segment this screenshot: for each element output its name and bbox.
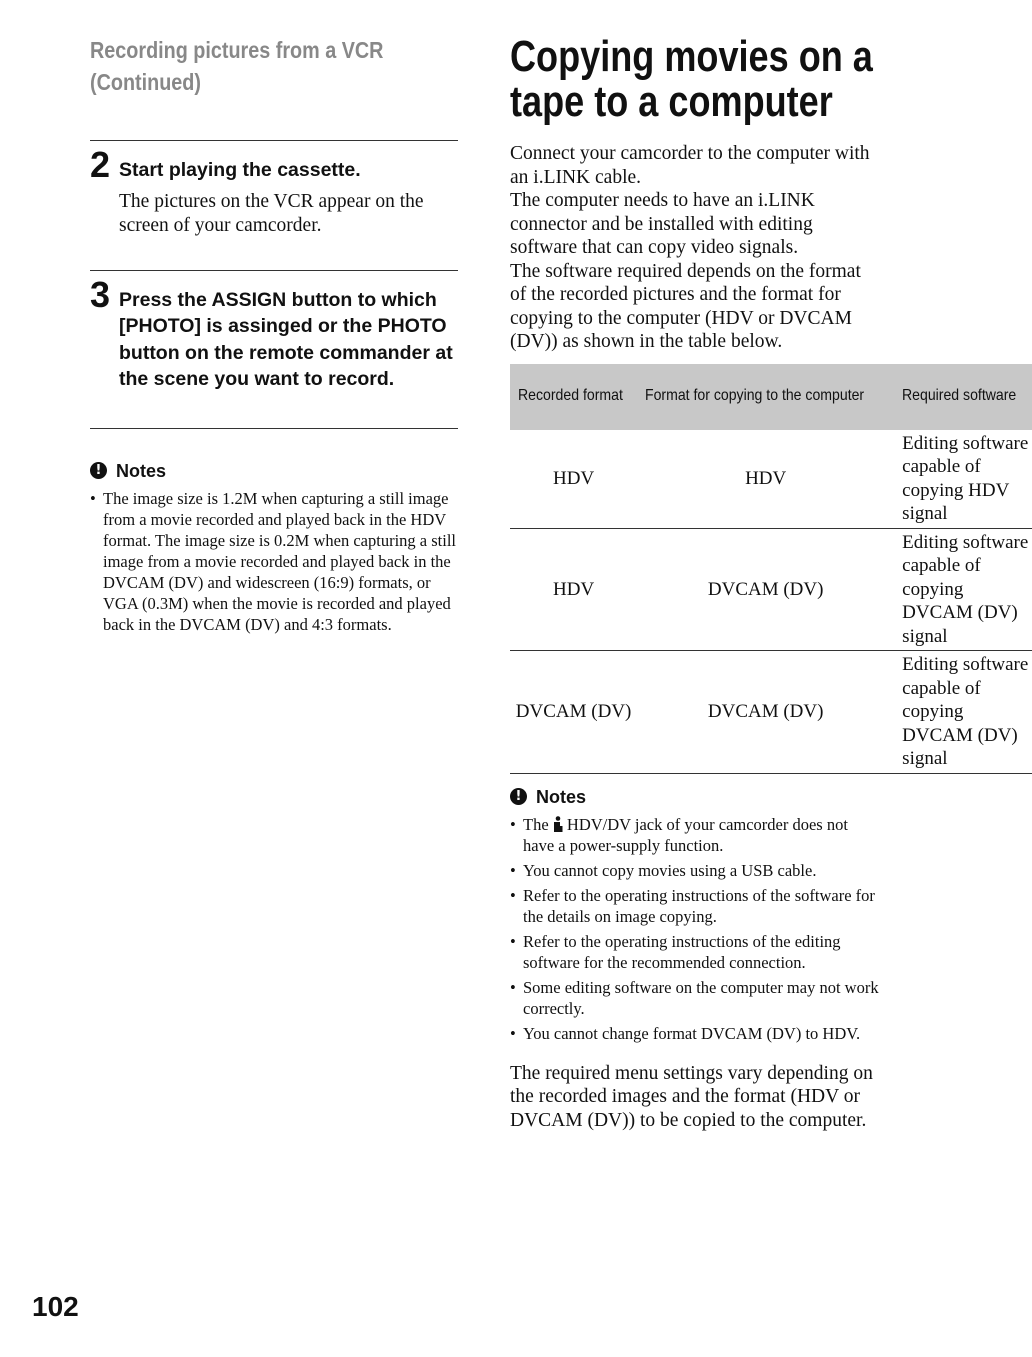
step-number: 3	[90, 273, 111, 315]
header-text: Required software	[902, 387, 1017, 405]
table-row	[510, 430, 1032, 529]
divider	[90, 140, 458, 141]
header-text: Format for copying to the computer	[645, 387, 865, 405]
intro-text	[510, 142, 880, 354]
table-header	[637, 364, 894, 430]
header-text: Recorded format	[518, 387, 623, 405]
table-row	[510, 651, 1032, 774]
page-title	[510, 34, 881, 124]
table-cell: DVCAM (DV)	[637, 528, 894, 651]
note-item: • You cannot copy movies using a USB cable.	[510, 860, 880, 881]
step-number: 2	[90, 144, 111, 185]
notes-heading-label: Notes	[536, 786, 587, 807]
note-item: • You cannot change format DVCAM (DV) to HDV.	[510, 1023, 880, 1044]
table-cell: HDV	[637, 430, 894, 529]
page-title-line2: tape to a computer	[510, 77, 833, 126]
left-column	[90, 34, 458, 635]
right-column	[510, 32, 1029, 1132]
page-title-line1: Copying movies on a	[510, 32, 873, 81]
notes-heading	[90, 460, 458, 482]
intro-paragraph: The computer needs to have an i.LINK connector and be installed with editing software that can copy video signals.	[510, 190, 815, 258]
table-cell: DVCAM (DV)	[637, 651, 894, 774]
table-header-row	[510, 364, 1032, 430]
intro-paragraph: Connect your camcorder to the computer with an i.LINK cable.	[510, 143, 870, 188]
table-cell: HDV	[510, 430, 637, 529]
notes-list	[90, 488, 458, 635]
divider	[90, 428, 458, 429]
table-cell: HDV	[510, 528, 637, 651]
table-header	[894, 364, 1032, 430]
table-cell: Editing software capable of copying DVCAM (DV) signal	[894, 651, 1032, 774]
note-warning-icon: !	[510, 788, 527, 805]
table-cell: DVCAM (DV)	[510, 651, 637, 774]
note-warning-icon: !	[90, 462, 107, 479]
step-title: Start playing the cassette.	[119, 159, 361, 181]
section-header-line2: (Continued)	[90, 69, 201, 95]
step-2	[90, 144, 458, 239]
page-number: 102	[32, 1291, 79, 1322]
note-item: • Refer to the operating instructions of the editing software for the recommended connection.	[510, 931, 880, 973]
step-3	[90, 273, 458, 393]
ilink-icon	[553, 816, 563, 832]
note-item: • Refer to the operating instructions of the software for the details on image copying.	[510, 885, 880, 927]
step-title: Press the ASSIGN button to which [PHOTO] is assinged or the PHOTO button on the remote commander at the scene you want to record.	[119, 288, 453, 390]
section-header-line1: Recording pictures from a VCR	[90, 37, 384, 63]
format-table	[510, 364, 1032, 774]
notes-list	[510, 814, 880, 1044]
table-cell: Editing software capable of copying DVCAM (DV) signal	[894, 528, 1032, 651]
note-text: HDV/DV jack of your camcorder does not have a power-supply function.	[523, 814, 848, 855]
table-header	[510, 364, 637, 430]
intro-paragraph: The software required depends on the format of the recorded pictures and the format for copying to the computer (HDV or DVCAM (DV)) as shown in the table below.	[510, 260, 861, 352]
note-item: • The image size is 1.2M when capturing a still image from a movie recorded and played back in the HDV format. The image size is 0.2M when capturing a still image from a movie recorded and played back in the DVCAM (DV) and widescreen (16:9) formats, or VGA (0.3M) when the movie is recorded and played back in the DVCAM (DV) and 4:3 formats.	[90, 488, 458, 635]
step-body: The pictures on the VCR appear on the screen of your camcorder.	[119, 190, 424, 236]
section-header	[90, 34, 460, 98]
divider	[90, 270, 458, 271]
table-row	[510, 528, 1032, 651]
note-item: • Some editing software on the computer may not work correctly.	[510, 977, 880, 1019]
notes-heading	[510, 786, 880, 808]
closing-text: The required menu settings vary depending on the recorded images and the format (HDV or DVCAM (DV)) to be copied to the computer.	[510, 1062, 873, 1131]
note-text: The	[523, 814, 549, 834]
note-item	[510, 814, 880, 856]
table-cell: Editing software capable of copying HDV signal	[894, 430, 1032, 529]
notes-heading-label: Notes	[116, 460, 167, 481]
